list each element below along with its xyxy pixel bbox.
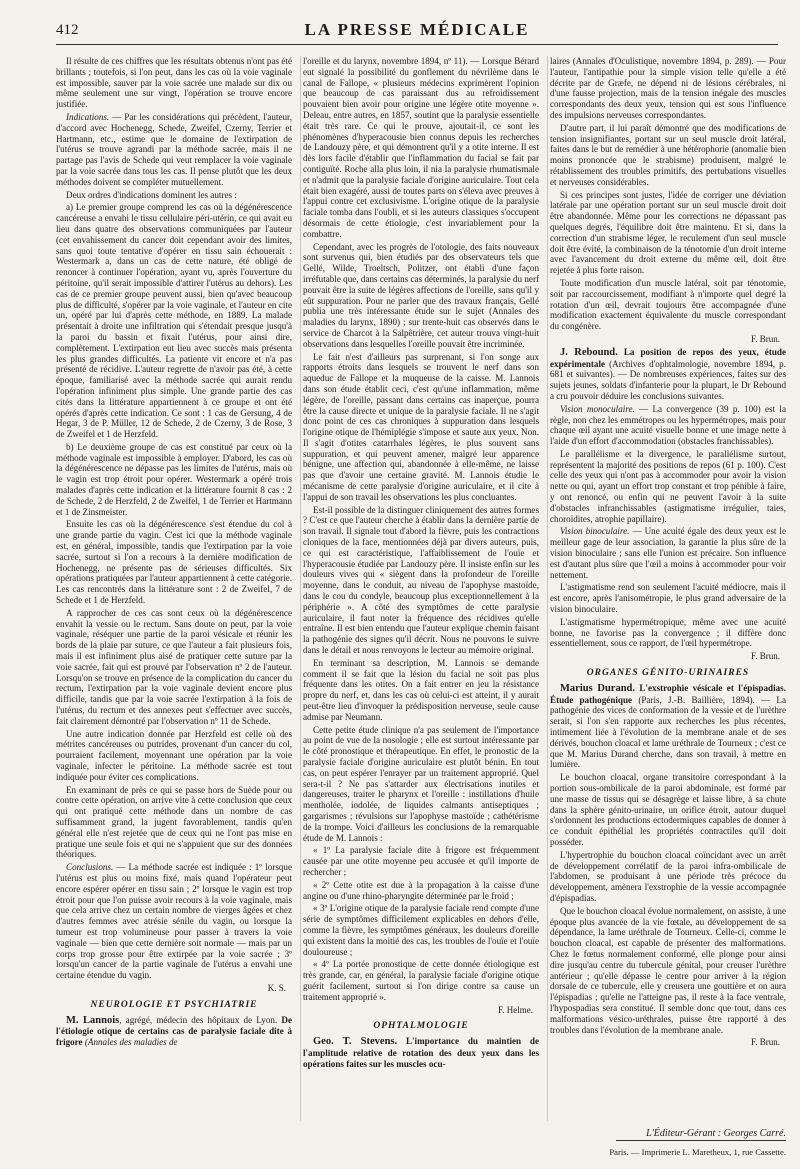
paragraph [56, 862, 292, 981]
paragraph-label: Conclusions. [66, 862, 114, 873]
paragraph: L'hypertrophie du bouchon cloacal coïncidant avec un arrêt de développement corrélatif de la paroi infra-ombilicale de l'abdomen, se produisant à une période très précoce du développement, amènera l'exstrophie de la vessie accompagnée d'épispadias. [550, 849, 786, 903]
paragraph: L'astigmatisme hypermétropique, même avec une acuité bonne, ne favorise pas la convergence ; il diffère donc essentiellement, sous ce rapport, de l'œil hypermétrope. [550, 616, 786, 649]
article-columns [56, 56, 786, 1121]
paragraph: Le bouchon cloacal, organe transitoire correspondant à la portion sous-ombilicale de la paroi abdominale, est formé par une masse de tissus qui se désagrège et laisse libre, à sa chute dans la sphère génito-urinaire, un orifice étroit, autour duquel s'ordonnent les productions ectodermiques capables de donner à ce conduit épithélial les propriétés contractiles qu'il doit posséder. [550, 772, 786, 847]
section-heading-ophthalmology: OPHTALMOLOGIE [373, 1021, 469, 1032]
article-title: L'importance du maintien de l'amplitude relative de rotation des deux yeux dans les opérations faites sur les muscles ocu- [303, 1036, 539, 1069]
paragraph-label: Vision monoculaire. [560, 403, 635, 414]
article-source: (Annales des maladies de [82, 1037, 178, 1048]
quote-item: « 1º La paralysie faciale dite à frigore est fréquemment causée par une otite moyenne peu accusée et qu'il importe de rechercher ; [303, 845, 539, 877]
paragraph: Le parallélisme et la divergence, le parallélisme surtout, représentent la majorité des positions de repos (61 p. 100). C'est celle des yeux qui n'ont pas à accommoder pour avoir la vision nette ou qui, ayant un effort trop constant et trop pénible à faire, y ont renoncé, ou enfin qui ne peuvent l'avoir à la suite d'obstacles infranchissables (astigmatisme irrégulier, taies, choroïdites, atrophie papillaire). [550, 448, 786, 524]
page-number: 412 [56, 22, 79, 38]
editor-credit: L'Éditeur-Gérant : Georges Carré. [646, 1128, 786, 1139]
article-author: Marius Durand. [560, 682, 636, 694]
column-3 [550, 56, 786, 1121]
paragraph-label: Vision binoculaire. [560, 526, 630, 537]
article-signature: F. Helme. [497, 1004, 533, 1015]
paragraph: Cette petite étude clinique n'a pas seulement de l'importance au point de vue de la nosologie ; elle est surtout intéressante par le côté pronostique et thérapeutique. En effet, le pronostic de la paralysie faciale d'origine auriculaire est plutôt bénin. En tout cas, on peut espérer l'enrayer par un traitement approprié. Quel sera-t-il ? Ne pas s'attarder aux électrisations inutiles et dangereuses, traiter le pharynx et l'oreille : instillations d'huile mentholée, iodolée, de liquides calmants antiseptiques ; gargarismes ; révulsions sur l'apophyse mastoïde ; cathétérisme de la trompe. Voici d'ailleurs les conclusions de la remarquable étude de M. Lannois : [303, 724, 539, 843]
paragraph: A rapprocher de ces cas sont ceux où la dégénérescence envahit la vessie ou le rectum. Sans doute on peut, par la voie vaginale, réséquer une partie de la paroi vésicale et réunir les bords de la plaie par suture, ce que l'auteur a fait plusieurs fois, mais il est infiniment plus aisé de pratiquer cette suture par la voie sacrée, fait qui est prouvé par l'observation nº 2 de l'auteur. Lorsqu'on se trouve en présence de la complication du cancer du rectum, l'extirpation par la voie vaginale devient encore plus difficile, tandis que par la voie sacrée l'extirpation à la fois de l'utérus, du rectum et des annexes peut s'effectuer avec succès, fait clairement démontré par l'observation nº 11 de Schede. [56, 607, 292, 726]
paragraph: b) Le deuxième groupe de cas est constitué par ceux où la méthode vaginale est impossible à employer. D'abord, les cas où la dégénérescence ne dépasse pas les limites de l'utérus, mais où le vagin est trop étroit pour opérer. Westermark a opéré trois malades d'après cette indication et la littérature fournit 8 cas : 2 de Schede, 2 de Herzfeld, 2 de Zweifel, 1 de Terrier et Hartmann et 1 de Zinsmeister. [56, 441, 292, 517]
page-header [56, 20, 778, 45]
paragraph: Que le bouchon cloacal évolue normalement, on assiste, à une époque plus avancée de la vie fœtale, au développement de sa dépendance, la lame uréthrale de Tourneux. Celle-ci, comme le bouchon cloacal, est capable de présenter des malformations. Chez le fœtus normalement conformé, elle plonge pour ainsi dire jusqu'au centre du tubercule génital, pour creuser l'urèthre antérieur ; qu'elle dépasse le centre pour arriver à la région dorsale de ce tubercule, elle y creusera une gouttière et on aura l'épispadias ; qu'elle ne l'atteigne pas, il reste à la face ventrale, l'hypospadias sera constitué. Il semble donc que tout, dans ces malformations vésico-uréthrales, puisse être rapporté à des troubles dans l'évolution de la membrane anale. [550, 905, 786, 1035]
article-title: La position de repos des yeux, étude expérimentale [550, 346, 786, 369]
article-title: L'exstrophie vésicale et l'épispadias. Étude pathogénique [550, 682, 786, 705]
section-heading-neurology: NEUROLOGIE ET PSYCHIATRIE [90, 999, 258, 1010]
paragraph: laires (Annales d'Oculistique, novembre 1894, p. 289). — Pour l'auteur, l'antipathie pour la simple vision telle qu'elle a été décrite par de Græfe, ne dépend ni de lésions cérébrales, ni d'une fausse projection, mais de la tension inégale des muscles correspondants des deux yeux, tension qui est sous l'influence des impulsions nerveuses correspondantes. [550, 56, 786, 120]
paragraph: L'astigmatisme rend son seulement l'acuité médiocre, mais il est encore, après l'anisométropie, le plus grand adversaire de la vision binoculaire. [550, 582, 786, 615]
paragraph-text: — Une acuité égale des deux yeux est le meilleur gage de leur association, la garantie la plus sûre de la vision binoculaire ; sans elle l'union est précaire. Son influence est d'autant plus sûre que l'œil a moins à accommoder pour voir nettement. [550, 526, 786, 580]
paragraph: Le fait n'est d'ailleurs pas surprenant, si l'on songe aux rapports étroits dans lesquels se trouvent le nerf dans son aqueduc de Fallope et la muqueuse de la caisse. M. Lannois dans son étude établit ceci, c'est qu'une inflammation, même légère, de l'oreille, passant dans certains cas inaperçue, pourra être la cause directe et unique de la paralysie faciale. Il ne s'agit donc point de ces cas chroniques à suppuration dans lesquels l'origine otique de l'hémiplégie s'impose et saute aux yeux. Non. Il s'agit d'otites catarrhales légères, le plus souvent sans suppuration, et qui peuvent amener, malgré leur apparence bénigne, une affection qui, abandonnée à elle-même, ne laisse pas que d'avoir une certaine gravité. M. Lannois étudie le mécanisme de cette paralysie d'origine auriculaire, et il cite à l'appui de son travail les observations les plus concluantes. [303, 351, 539, 502]
quote-item: « 4º La portée pronostique de cette donnée étiologique est très grande, car, en général, la paralysie faciale d'origine otique guérit facilement, surtout si l'on dirige contre sa cause un traitement approprié ». [303, 959, 539, 1002]
column-2 [303, 56, 539, 1121]
article-signature: F. Brun. [750, 333, 780, 344]
paragraph-text: — La méthode sacrée est indiquée : 1º lorsque l'utérus est plus ou moins fixé, mais quand l'opérateur peut encore espérer opérer en tissu sain ; 2º lorsque le vagin est trop étroit pour que l'on puisse avoir recours à la voie vaginale, mais que cela arrive chez un certain nombre de vierges âgées et chez d'autres femmes avec atrésie sénile du vagin, ou lorsque la tumeur est trop volumineuse pour passer à travers la voie vaginale — bien que cette dernière soit normale — mais par un corps trop grosse pour être extirpée par la voie sacrée ; 3º lorsqu'un cancer de la partie vaginale de l'utérus a envahi une certaine étendue du vagin. [56, 862, 292, 981]
paragraph [56, 112, 292, 188]
paragraph-text: — La convergence (39 p. 100) est la règle, non chez les emmétropes ou les hypermétropes, mais pour chaque œil ayant une acuité visuelle bonne et une image nette à l'aide d'un effort d'accommodation (obstacles franchissables). [550, 403, 786, 447]
article-author: Geo. T. Stevens. [313, 1036, 398, 1048]
article-title: De l'étiologie otique de certains cas de paralysie faciale dite à frigore [56, 1014, 292, 1048]
quote-item: « 3º L'origine otique de la paralysie faciale rend compte d'une série de symptômes difficilement explicables en dehors d'elle, comme la fièvre, les symptômes généraux, les douleurs d'oreille qui existent dans la moitié des cas, les troubles de l'ouïe et l'ouïe douloureuse ; [303, 903, 539, 957]
article-source: (Paris, J.-B. Baillière, 1894). — La pathogénie des vices de conformation de la vessie et de l'urèthre serait, si l'on s'en rapporte aux recherches les plus récentes, intimement liée à l'évolution de la membrane anale et de ses dérivés, bouchon cloacal et lame uréthrale de Tourneux ; c'est ce que M. Marius Durand cherche, dans son travail, à mettre en lumière. [550, 694, 786, 770]
paragraph [550, 526, 786, 580]
paragraph: Cependant, avec les progrès de l'otologie, des faits nouveaux sont survenus qui, bien étudiés par des observateurs tels que Gellé, Wilde, Troeltsch, Politzer, ont établi d'une façon irréfutable que, dans certains cas déterminés, la paralysie du nerf pouvait être la suite de légères affections de l'oreille, sans qu'il y eût suppuration. Pour ne parler que des travaux français, Gellé publia une très intéressante étude sur le sujet (Annales des maladies du larynx, 1890) ; sur trente-huit cas observés dans le service de Charcot à la Salpêtrière, cet auteur trouva vingt-huit observations dans lesquelles l'oreille pouvait être incriminée. [303, 241, 539, 349]
paragraph: D'autre part, il lui paraît démontré que des modifications de tension insignifiantes, portant sur un seul muscle droit latéral, faites dans le but de remédier à une hétérophorie (anomalie bien moins prononcée que le strabisme) produisent, malgré le rétablissement des troubles primitifs, des pertubations visuelles et nerveuses considérables. [550, 122, 786, 187]
author-affiliation: , agrégé, médecin des hôpitaux de Lyon. [119, 1014, 282, 1025]
journal-title: LA PRESSE MÉDICALE [304, 20, 530, 39]
paragraph: En examinant de près ce qui se passe hors de Suède pour ou contre cette opération, on arrive vite à cette conclusion que ceux qui ont pratiqué cette méthode dans un nombre de cas suffisamment grand, la jugent favorablement, tandis qu'en général elle n'est rejetée que de ceux qui ne l'ont pas mise en pratique une seule fois et qui ne s'appuient que sur des données théoriques. [56, 784, 292, 860]
paragraph-text: — Par les considérations qui précèdent, l'auteur, d'accord avec Hochenegg, Schede, Zweifel, Czerny, Terrier et Hartmann, etc., estime que le domaine de l'extirpation de l'utérus se trouve agrandi par la méthode sacrée, mais il ne partage pas l'avis de Schede qui veut remplacer la voie vaginale par la voie sacrée dans tous les cas. Il pense plutôt que les deux méthodes doivent se compléter mutuellement. [56, 111, 292, 187]
paragraph: En terminant sa description, M. Lannois se demande comment il se fait que la lésion du facial ne soit pas plus fréquente dans les otites. On a fait entrer en jeu la résistance propre du nerf, et, dans les cas où celui-ci est atteint, il y aurait peut-être lieu d'invoquer la prédisposition nerveuse, seule cause admise par Neumann. [303, 657, 539, 722]
article-heading [550, 683, 786, 770]
paragraph: Deux ordres d'indications dominent les autres : [66, 189, 237, 200]
article-author: M. Lannois [66, 1014, 120, 1026]
printer-credit: Paris. — Imprimerie L. Maretheux, 1, rue Cassette. [609, 1147, 786, 1157]
paragraph: Est-il possible de la distinguer cliniquement des autres formes ? C'est ce que l'auteur cherche à établir dans la dernière partie de son travail. Il signale tout d'abord la fièvre, puis les contractions cloniques de la face, mentionnées déjà par divers auteurs, puis, ce qui est caractéristique, l'affaiblissement de l'ouïe et l'hyperacousie étudiée par Landouzy père. Il insiste enfin sur les douleurs vives qui « siègent dans la profondeur de l'oreille moyenne, dans le conduit, au niveau de l'apophyse mastoïde, dans le cou du condyle, beaucoup plus exceptionnellement à la périphérie ». A côté des symptômes de cette paralysie auriculaire, il faut noter la fréquence des récidives qu'elle entraîne. Il est bien entendu que l'auteur explique chemin faisant la pathogénie des signes qu'il décrit. Nous ne pouvons le suivre dans le détail et nous renvoyons le lecteur au mémoire original. [303, 504, 539, 656]
paragraph: a) Le premier groupe comprend les cas où la dégénérescence cancéreuse a envahi le tissu cellulaire péri-utérin, ce qui avait eu lieu dans quatre des observations communiquées par l'auteur (cet envahissement du cancer doit cependant avoir des limites, sans quoi toute tentative d'opérer en tissu sain échouerait : Westermark a, dans un cas de cette nature, été obligé de renoncer à continuer l'opération, ayant vu, après l'ouverture du péritoine, qu'il serait impossible d'attirer l'utérus au dehors). Les cas de ce premier groupe peuvent aussi, bien qu'avec beaucoup plus de difficulté, s'opérer par la voie vaginale, et l'auteur en cite un, opéré par lui d'après cette méthode, en 1889. La malade présentait à droite une infiltration qui s'étendait presque jusqu'à la paroi du bassin et fixait l'utérus, pour ainsi dire, complètement. L'extirpation eut lieu avec succès mais présenta les plus grandes difficultés. La patiente vit encore et n'a pas présenté de récidive. L'auteur regrette de n'avoir pas été, à cette époque, familiarisé avec la méthode sacrée qui aurait rendu l'opération infiniment plus simple. Une grande partie des cas cités dans la littérature appartiennent à ce groupe et ont été opérés d'après cette indication. Ce sont : 1 cas de Gersung, 4 de Hegar, 3 de P. Müller, 12 de Schede, 2 de Czerny, 3 de Rose, 3 de Zweifel et 1 de Herzfeld. [56, 202, 292, 440]
article-signature: F. Brun. [750, 1037, 780, 1048]
paragraph: Ensuite les cas où la dégénérescence s'est étendue du col à une grande partie du vagin. C'est ici que la méthode vaginale est, en général, impossible, tandis que l'extirpation par la voie sacrée, surtout si l'on a recours à la dernière modification de Hochenegg, ne présente pas de sérieuses difficultés. Six opérations pratiquées par l'auteur appartiennent à cette catégorie. Les cas rencontrés dans la littérature sont : 2 de Zweifel, 7 de Schede et 1 de Herzfeld. [56, 519, 292, 606]
paragraph [550, 404, 786, 447]
paragraph: l'oreille et du larynx, novembre 1894, nº 11). — Lorsque Bérard eut signalé la possibilité du gonflement du névrilème dans le canal de Fallope, « plusieurs médecins exprimèrent l'opinion que beaucoup de cas paraissant dus au refroidissement pouvaient bien avoir pour origine une légère otite moyenne ». Deleau, entre autres, en 1857, soutint que la paralysie essentielle était très rare. Ce qui le prouve, ajoutait-il, ce sont les phénomènes d'hyperacousie bien connus depuis les recherches de Landouzy père, et qui démontrent qu'il y a otite interne. Il est dès lors facile d'établir que l'inflammation du facial se fait par contiguïté. Roche alla plus loin, il nia la paralysie rhumatismale et n'admit que la paralysie faciale d'origine auriculaire. Tout cela était bien exagéré, aussi de toutes parts on s'éleva avec preuves à l'appui contre cet exclusivisme. L'origine otique de la paralysie faciale tomba dans l'oubli, et si les auteurs classiques s'occupent désormais de cette étiologie, c'est invariablement pour la combattre. [303, 56, 539, 239]
paragraph: Il résulte de ces chiffres que les résultats obtenus n'ont pas été brillants ; toutefois, si l'on peut, dans les cas où la voie vaginale est impossible, sauver par la voie sacrée une malade sur dix ou même seulement une sur vingt, l'opération se trouve encore justifiée. [56, 56, 292, 110]
paragraph: Une autre indication donnée par Herzfeld est celle où des métrites cancéreuses ou putrides, provenant d'un cancer du col, pourraient facilement, moyennant une opération par la voie vaginale, infecter le péritoine. La méthode sacrée est tout indiquée pour éviter ces complications. [56, 728, 292, 782]
article-heading [303, 1036, 539, 1069]
article-source: (Archives d'ophtalmologie, novembre 1894, p. 681 et suivantes). — De nombreuses expériences, faites sur des sujets jeunes, soldats d'infanterie pour la plupart, le Dr Rebound a cru pouvoir déduire les conclusions suivantes. [550, 358, 786, 401]
section-heading-genito-urinary: ORGANES GÉNITO-URINAIRES [586, 668, 750, 679]
article-signature: K. S. [267, 982, 286, 993]
footer-divider [616, 1140, 786, 1141]
article-heading [550, 347, 786, 402]
paragraph: Si ces principes sont justes, l'idée de corriger une déviation latérale par une opération portant sur un seul muscle droit doit être abandonnée. Même pour les corrections ne dépassant pas quelques degrés, l'équilibre doit être maintenu. Et si, dans la correction d'un strabisme léger, le reculement d'un seul muscle doit être évité, la combinaison de la ténotomie d'un droit interne avec l'avancement du droit externe du même œil, doit être rejetée à plus forte raison. [550, 189, 786, 276]
article-author: J. Rebound. [560, 346, 618, 358]
paragraph-label: Indications. [66, 111, 110, 122]
paragraph: Toute modification d'un muscle latéral, soit par ténotomie, soit par raccourcissement, modifiant à n'importe quel degré la rotation d'un œil, devrait toujours être accompagnée d'une modification exactement équivalente du muscle correspondant du congénère. [550, 277, 786, 332]
article-heading [56, 1015, 292, 1048]
quote-item: « 2º Cette otite est due à la propagation à la caisse d'une angine ou d'une rhino-pharyngite déterminée par le froid ; [303, 879, 539, 901]
article-signature: F. Brun. [750, 651, 780, 662]
column-1 [56, 56, 292, 1121]
